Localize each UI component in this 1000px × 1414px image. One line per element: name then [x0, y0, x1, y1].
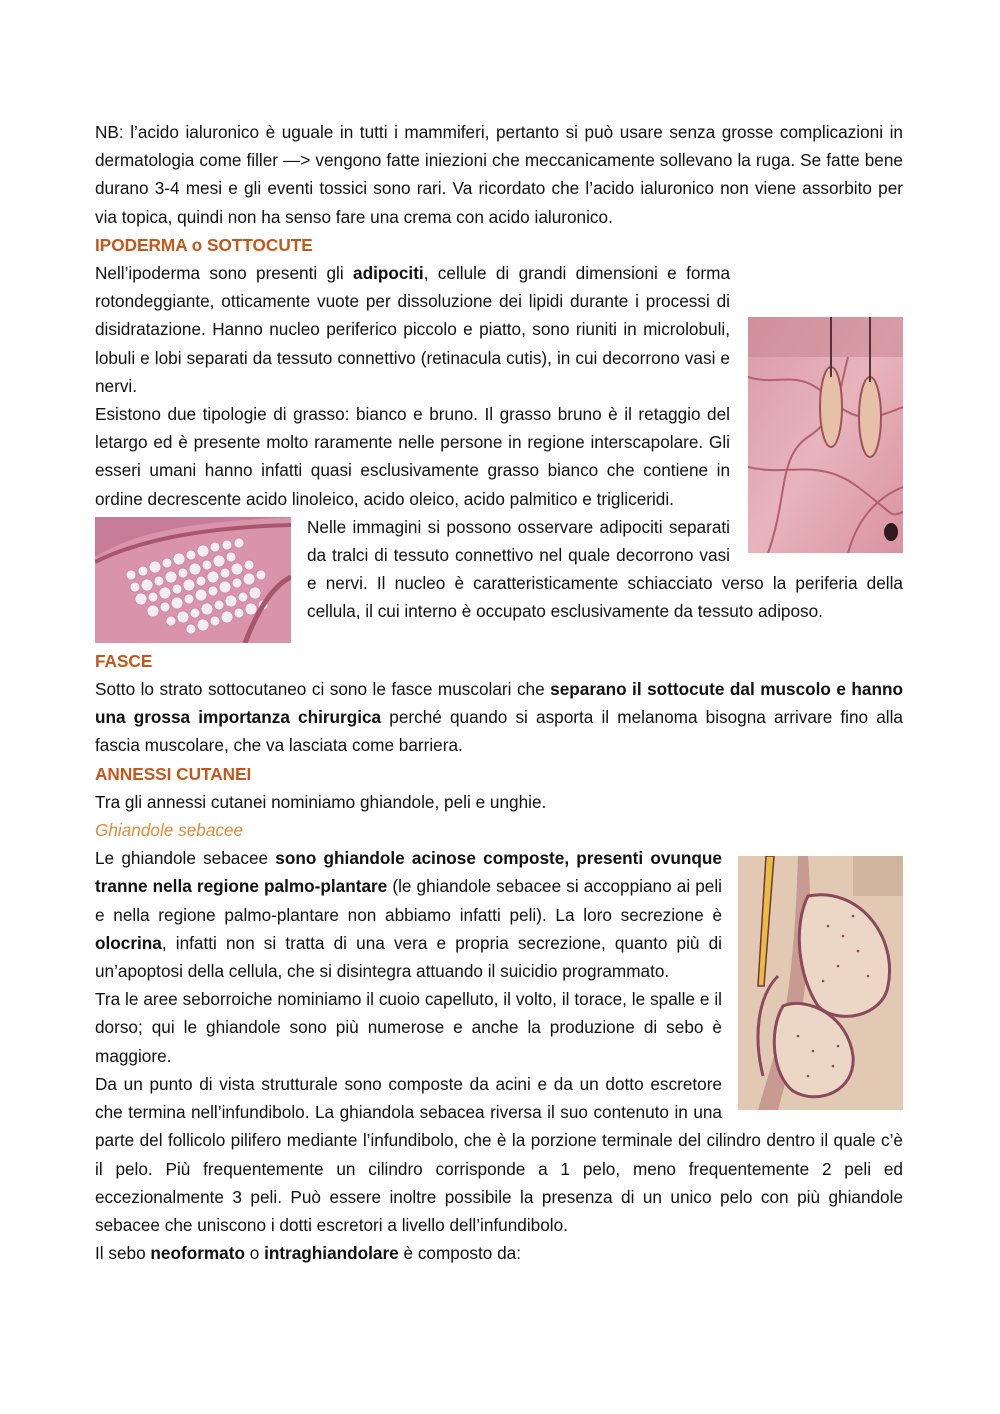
histology-image-adipocytes — [95, 517, 291, 643]
ghiandole-p1-text-c: , infatti non si tratta di una vera e propria secrezione, quanto più di un’apoptosi della cellula, che si disintegra attuando il suicidio programmato. — [95, 932, 722, 982]
sebo-text-a: Il sebo — [95, 1243, 151, 1264]
ghiandole-p1-text-b: (le ghiandole sebacee si accoppiano ai peli e nella regione palmo-plantare non abbiamo infatti peli). La loro secrezione è — [95, 876, 722, 925]
sebo-text-c: è composto da: — [398, 1243, 522, 1264]
annessi-intro: Tra gli annessi cutanei nominiamo ghiandole, peli e unghie. — [95, 791, 547, 812]
intro-paragraph: NB: l’acido ialuronico è uguale in tutti i mammiferi, pertanto si può usare senza grosse complicazioni in dermatologia come filler —> vengono fatte iniezioni che meccanicamente sollevano la ruga. Se fatte bene durano 3-4 mesi e gli eventi tossici sono rari. Va ricordato che l’acido ialuronico non viene assorbito per via topica, quindi non ha senso fare una crema con acido ialuronico. — [95, 122, 903, 227]
document-page — [95, 118, 903, 1267]
histology-image-sebaceous-gland — [738, 856, 903, 1110]
histology-image-subcutis — [748, 317, 903, 553]
sebo-text-b: o — [244, 1243, 265, 1264]
ipoderma-p1-text-a: Nell’ipoderma sono presenti gli — [95, 263, 354, 284]
section-heading-ipoderma: IPODERMA o SOTTOCUTE — [95, 234, 313, 255]
fasce-text-b: perché quando si asporta il melanoma bisogna arrivare fino alla fascia muscolare, che va lasciata come barriera. — [95, 707, 903, 756]
ipoderma-paragraph-3: Nelle immagini si possono osservare adipociti separati da tralci di tessuto connettivo nel quale decorrono vasi e nervi. Il nucleo è caratteristicamente schiacciato verso la periferia della cellula, il cui interno è occupato esclusivamente da tessuto adiposo. — [307, 516, 903, 622]
sebo-bold-2: intraghiandolare — [264, 1243, 399, 1264]
section-heading-annessi: ANNESSI CUTANEI — [95, 763, 252, 784]
ghiandole-p1-text-a: Le ghiandole sebacee — [95, 848, 276, 869]
ipoderma-p1-text-b: , cellule di grandi dimensioni e forma rotondeggiante, otticamente vuote per dissoluzione dei lipidi durante i processi di disidratazione. Hanno nucleo periferico piccolo e piatto, sono riuniti in microlobuli, lobuli e lobi separati da tessuto connettivo (retinacula cutis), in cui decorrono vasi e nervi. — [95, 263, 731, 396]
ghiandole-p1-bold-2: olocrina — [95, 932, 162, 953]
sebo-bold-1: neoformato — [150, 1243, 245, 1264]
subsection-heading-ghiandole-sebacee: Ghiandole sebacee — [95, 820, 244, 841]
ghiandole-paragraph-2: Tra le aree seborroiche nominiamo il cuoio capelluto, il volto, il torace, le spalle e il dorso; qui le ghiandole sono più numerose e anche la produzione di sebo è maggiore. — [95, 989, 722, 1066]
fasce-bold: separano il sottocute dal muscolo e hanno una grossa importanza chirurgica — [95, 679, 903, 728]
fasce-paragraph — [95, 675, 903, 760]
section-heading-fasce: FASCE — [95, 650, 153, 671]
ghiandole-paragraph-3: Da un punto di vista strutturale sono composte da acini e da un dotto escretore che termina nell’infundibolo. La ghiandola sebacea riversa il suo contenuto in una parte del follicolo pilifero mediante l’infundibolo, che è la porzione terminale del cilindro dentro il quale c’è il pelo. Più frequentemente un cilindro corrisponde a 1 pelo, meno frequentemente 2 peli ed eccezionalmente 3 peli. Può essere inoltre possibile la presenza di un unico pelo con più ghiandole sebacee che uniscono i dotti escretori a livello dell’infundibolo. — [95, 1073, 903, 1235]
ghiandole-p1-bold-1: sono ghiandole acinose composte, presenti ovunque tranne nella regione palmo-plantare — [95, 848, 722, 897]
fasce-text-a: Sotto lo strato sottocutaneo ci sono le fasce muscolari che — [95, 679, 551, 700]
ipoderma-paragraph-2: Esistono due tipologie di grasso: bianco e bruno. Il grasso bruno è il retaggio del letargo ed è presente molto raramente nelle persone in regione interscapolare. Gli esseri umani hanno infatti quasi esclusivamente grasso bianco che contiene in ordine decrescente acido linoleico, acido oleico, acido palmitico e trigliceridi. — [95, 404, 730, 509]
ghiandole-paragraph-4 — [95, 1239, 903, 1267]
ipoderma-p1-bold: adipociti — [353, 263, 424, 284]
